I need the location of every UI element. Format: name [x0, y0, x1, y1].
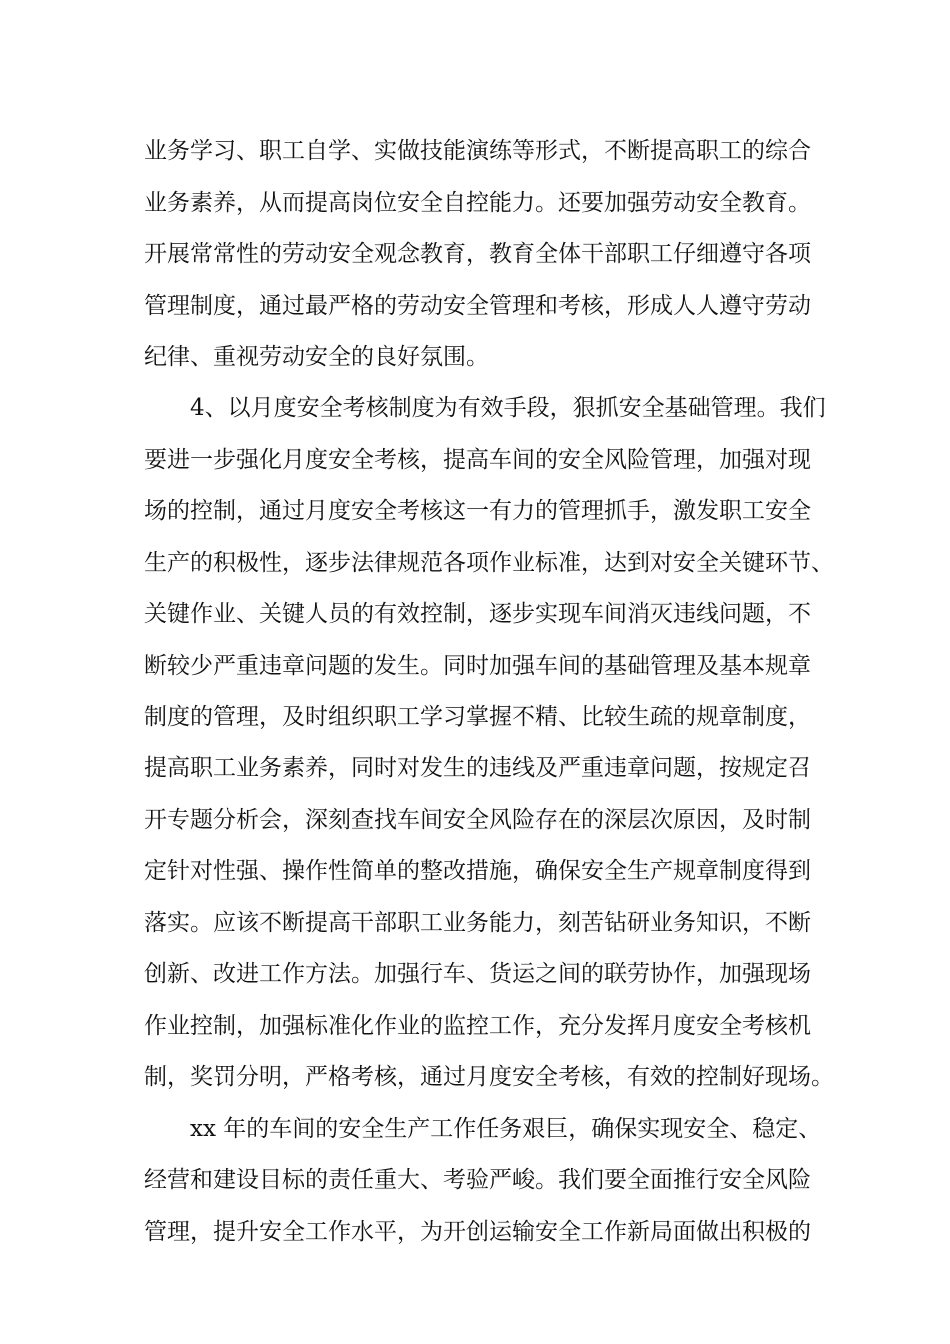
- text-line: 断较少严重违章问题的发生。同时加强车间的基础管理及基本规章: [144, 653, 811, 679]
- paragraph-start-line: 4、以月度安全考核制度为有效手段，狠抓安全基础管理。我们: [190, 395, 826, 421]
- paragraph-start-line: xx 年的车间的安全生产工作任务艰巨，确保实现安全、稳定、: [190, 1116, 822, 1142]
- text-line: 业务学习、职工自学、实做技能演练等形式，不断提高职工的综合: [144, 138, 811, 164]
- text-line: 开专题分析会，深刻查找车间安全风险存在的深层次原因，及时制: [144, 807, 811, 833]
- text-line: 生产的积极性，逐步法律规范各项作业标准，达到对安全关键环节、: [144, 550, 834, 576]
- text-line: 提高职工业务素养，同时对发生的违线及严重违章问题，按规定召: [144, 755, 811, 781]
- text-line: 开展常常性的劳动安全观念教育，教育全体干部职工仔细遵守各项: [144, 241, 811, 267]
- text-line: 创新、改进工作方法。加强行车、货运之间的联劳协作，加强现场: [144, 961, 811, 987]
- text-line: 制度的管理，及时组织职工学习掌握不精、比较生疏的规章制度，: [144, 704, 811, 730]
- text-line: 落实。应该不断提高干部职工业务能力，刻苦钻研业务知识，不断: [144, 910, 811, 936]
- text-line: 管理制度，通过最严格的劳动安全管理和考核，形成人人遵守劳动: [144, 293, 811, 319]
- text-line: 制，奖罚分明，严格考核，通过月度安全考核，有效的控制好现场。: [144, 1064, 834, 1090]
- text-line: 经营和建设目标的责任重大、考验严峻。我们要全面推行安全风险: [144, 1167, 811, 1193]
- text-line: 要进一步强化月度安全考核，提高车间的安全风险管理，加强对现: [144, 447, 811, 473]
- text-line: 定针对性强、操作性简单的整改措施，确保安全生产规章制度得到: [144, 858, 811, 884]
- text-line: 关键作业、关键人员的有效控制，逐步实现车间消灭违线问题，不: [144, 601, 811, 627]
- text-line: 业务素养，从而提高岗位安全自控能力。还要加强劳动安全教育。: [144, 190, 811, 216]
- text-line: 纪律、重视劳动安全的良好氛围。: [144, 344, 489, 370]
- text-line: 场的控制，通过月度安全考核这一有力的管理抓手，激发职工安全: [144, 498, 811, 524]
- text-line: 作业控制，加强标准化作业的监控工作，充分发挥月度安全考核机: [144, 1013, 811, 1039]
- text-line: 管理，提升安全工作水平，为开创运输安全工作新局面做出积极的: [144, 1219, 811, 1245]
